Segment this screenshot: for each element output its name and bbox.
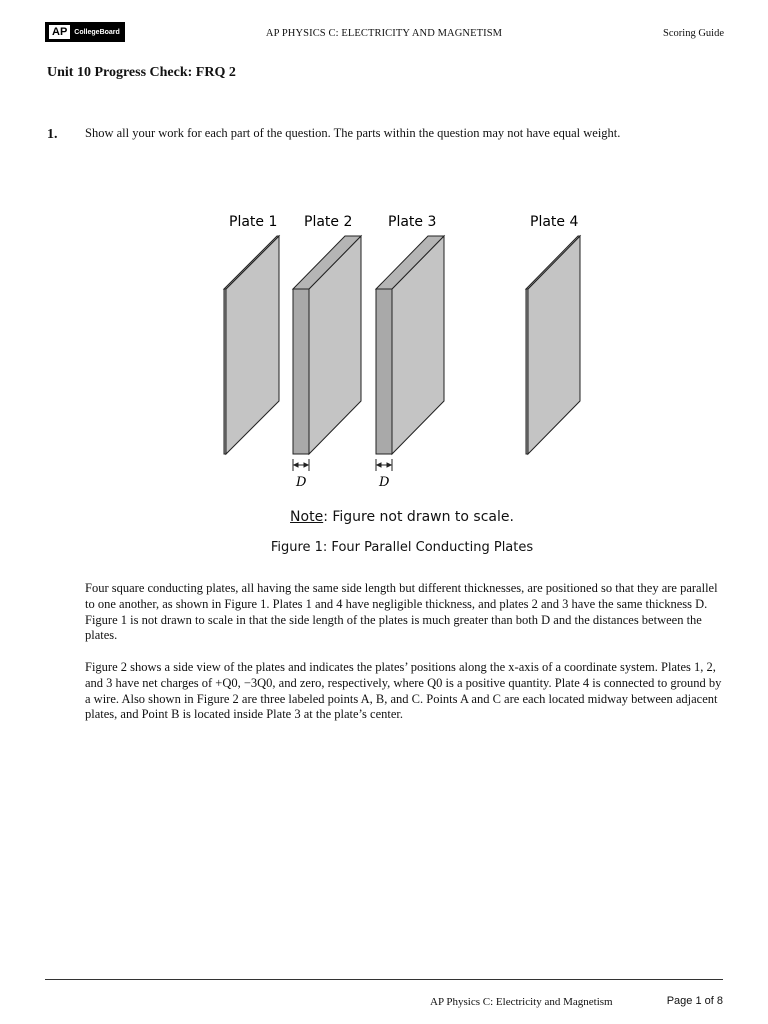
body-paragraph-1: Four square conducting plates, all having the same side length but different thicknesses, are positioned so that they are parallel to one another, as shown in Figure 1. Plates 1 and 4 have negligible thickness, and plates 2 and 3 have the same thickness D. Figure 1 is not drawn to scale in that the side length of the plates is much greater than both D and the distances between the plates. bbox=[85, 581, 718, 643]
figure-caption: Figure 1: Four Parallel Conducting Plates bbox=[270, 540, 534, 555]
plate-2-thickness-marker bbox=[293, 459, 309, 471]
ap-logo-text: AP bbox=[49, 25, 70, 39]
scoring-guide-label: Scoring Guide bbox=[663, 28, 724, 39]
note-text: : Figure not drawn to scale. bbox=[323, 509, 514, 525]
plate-3-thickness-marker bbox=[376, 459, 392, 471]
page-title: Unit 10 Progress Check: FRQ 2 bbox=[47, 65, 236, 80]
plate-3-thickness-label: D bbox=[379, 475, 390, 490]
footer-divider bbox=[45, 979, 723, 980]
note-prefix: Note bbox=[290, 509, 324, 525]
course-header-title: AP PHYSICS C: ELECTRICITY AND MAGNETISM bbox=[265, 28, 503, 39]
page-number: Page 1 of 8 bbox=[666, 995, 723, 1007]
footer-course-title: AP Physics C: Electricity and Magnetism bbox=[430, 996, 613, 1008]
plate-4-label: Plate 4 bbox=[530, 214, 579, 230]
body-paragraph-2: Figure 2 shows a side view of the plates and indicates the plates’ positions along the x-axis of a coordinate system. Plates 1, 2, and 3 have net charges of +Q0, −3Q0, and zero, respectively, where Q0 is a positive quantity. Plate 4 is connected to ground by a wire. Also shown in Figure 2 are three labeled points A, B, and C. Points A and C are each located midway between adjacent plates, and Point B is located inside Plate 3 at the plate’s center. bbox=[85, 660, 722, 722]
question-instruction: Show all your work for each part of the question. The parts within the question may not have equal weight. bbox=[85, 126, 621, 140]
plate-2-label: Plate 2 bbox=[304, 214, 353, 230]
plate-3-label: Plate 3 bbox=[388, 214, 437, 230]
four-plates-figure bbox=[200, 205, 590, 495]
plate-1-label: Plate 1 bbox=[229, 214, 278, 230]
plate-2-thickness-label: D bbox=[296, 475, 307, 490]
plate-4 bbox=[526, 236, 580, 454]
question-number: 1. bbox=[47, 127, 58, 142]
college-board-logo-text: CollegeBoard bbox=[74, 28, 120, 36]
plate-2 bbox=[293, 236, 361, 454]
figure-note bbox=[0, 509, 768, 525]
plate-1 bbox=[224, 236, 279, 454]
plate-3 bbox=[376, 236, 444, 454]
